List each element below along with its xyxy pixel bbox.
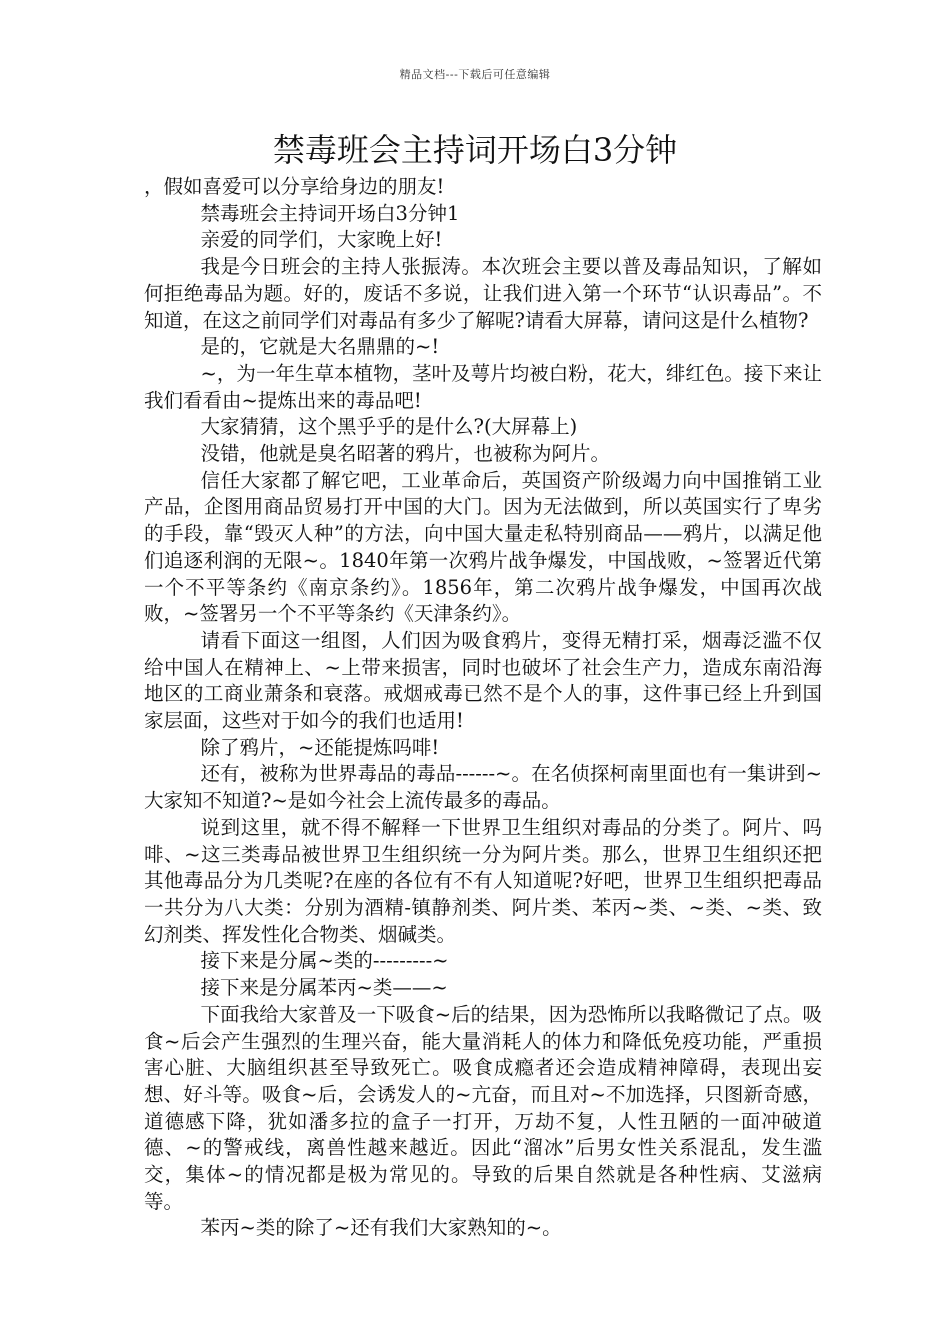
paragraph: 接下来是分属~类的---------~ bbox=[200, 949, 449, 973]
paragraph: 接下来是分属苯丙~类——~ bbox=[200, 976, 448, 1000]
paragraph: 我是今日班会的主持人张振涛。本次班会主要以普及毒品知识，了解如何拒绝毒品为题。好的，废话不多说，让我们进入第一个环节“认识毒品”。不知道，在这之前同学们对毒品有多少了解呢?请看大屏幕，请问这是什么植物? bbox=[144, 255, 822, 332]
paragraph: 是的，它就是大名鼎鼎的~! bbox=[200, 335, 440, 359]
paragraph-intro: ，假如喜爱可以分享给身边的朋友! bbox=[144, 175, 445, 198]
paragraph: 说到这里，就不得不解释一下世界卫生组织对毒品的分类了。阿片、吗啡、~这三类毒品被世界卫生组织统一分为阿片类。那么，世界卫生组织还把其他毒品分为几类呢?在座的各位有不有人知道呢?好吧，世界卫生组织把毒品一共分为八大类：分别为酒精-镇静剂类、阿片类、苯丙~类、~类、~类、致幻剂类、挥发性化合物类、烟碱类。 bbox=[144, 815, 822, 946]
paragraph-subtitle: 禁毒班会主持词开场白3分钟1 bbox=[200, 201, 460, 225]
paragraph: 请看下面这一组图，人们因为吸食鸦片，变得无精打采，烟毒泛滥不仅给中国人在精神上、~上带来损害，同时也破坏了社会生产力，造成东南沿海地区的工商业萧条和衰落。戒烟戒毒已然不是个人的事，这件事已经上升到国家层面，这些对于如今的我们也适用! bbox=[144, 628, 822, 733]
paragraph: 信任大家都了解它吧，工业革命后，英国资产阶级竭力向中国推销工业产品，企图用商品贸易打开中国的大门。因为无法做到，所以英国实行了卑劣的手段，靠“毁灭人种”的方法，向中国大量走私特别商品——鸦片，以满足他们追逐利润的无限~。1840年第一次鸦片战争爆发，中国战败，~签署近代第一个不平等条约《南京条约》。1856年，第二次鸦片战争爆发，中国再次战败，~签署另一个不平等条约《天津条约》。 bbox=[144, 468, 822, 626]
paragraph: 苯丙~类的除了~还有我们大家熟知的~。 bbox=[200, 1216, 562, 1240]
paragraph: ~，为一年生草本植物，茎叶及萼片均被白粉，花大，绯红色。接下来让我们看看由~提炼出来的毒品吧! bbox=[144, 361, 822, 412]
paragraph: 下面我给大家普及一下吸食~后的结果，因为恐怖所以我略微记了点。吸食~后会产生强烈的生理兴奋，能大量消耗人的体力和降低免疫功能，严重损害心脏、大脑组织甚至导致死亡。吸食成瘾者还会造成精神障碍，表现出妄想、好斗等。吸食~后，会诱发人的~亢奋，而且对~不加选择，只图新奇感，道德感下降，犹如潘多拉的盒子一打开，万劫不复，人性丑陋的一面冲破道德、~的警戒线，离兽性越来越近。因此“溜冰”后男女性关系混乱，发生滥交，集体~的情况都是极为常见的。导致的后果自然就是各种性病、艾滋病等。 bbox=[144, 1002, 822, 1213]
document-title: 禁毒班会主持词开场白3分钟 bbox=[272, 131, 678, 169]
paragraph: 大家猜猜，这个黑乎乎的是什么?(大屏幕上) bbox=[200, 415, 578, 439]
paragraph: 除了鸦片，~还能提炼吗啡! bbox=[200, 735, 440, 759]
header-note: 精品文档---下载后可任意编辑 bbox=[399, 68, 551, 81]
paragraph: 还有，被称为世界毒品的毒品------~。在名侦探柯南里面也有一集讲到~大家知不知道?~是如今社会上流传最多的毒品。 bbox=[144, 762, 822, 813]
paragraph: 没错，他就是臭名昭著的鸦片，也被称为阿片。 bbox=[200, 442, 611, 466]
paragraph-greeting: 亲爱的同学们，大家晚上好! bbox=[200, 228, 443, 252]
document-body bbox=[144, 174, 822, 1242]
